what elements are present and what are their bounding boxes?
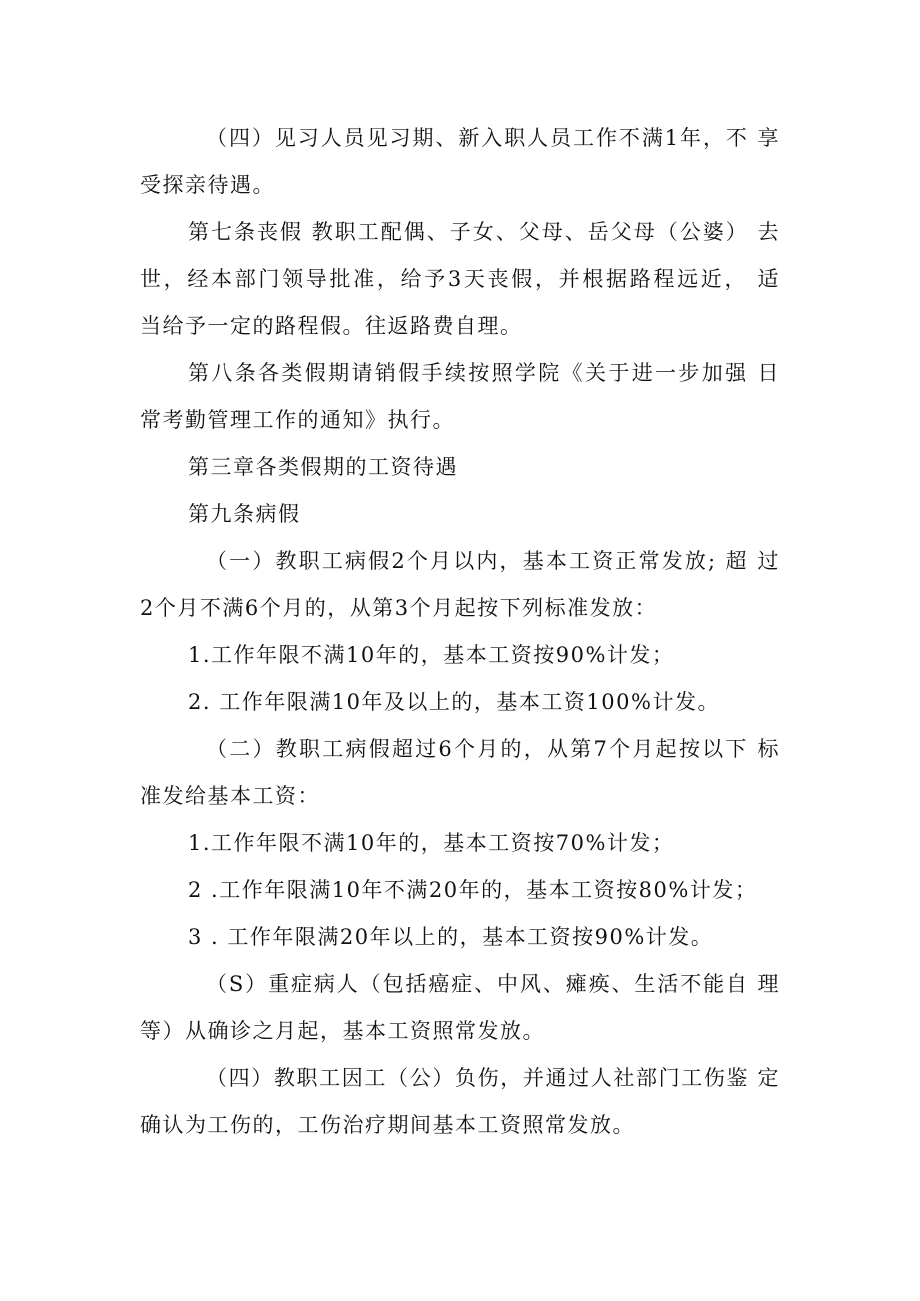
list-item-under-10-years-90 <box>140 632 780 679</box>
text-line: 当给予一定的路程假。往返路费自理。 <box>140 314 523 338</box>
text-line: 受探亲待遇。 <box>140 173 275 197</box>
text-line: 常考勤管理工作的通知》执行。 <box>140 408 455 432</box>
text-line: 1.工作年限不满10年的，基本工资按90%计发； <box>188 643 675 667</box>
document-body <box>140 115 780 1149</box>
text-line: （四）教职工因工（公）负伤，并通过人社部门工伤鉴 定 <box>206 1066 780 1090</box>
list-item-over-10-years-100 <box>140 679 780 726</box>
article-9-heading <box>140 491 780 538</box>
paragraph-sick-leave-item-1 <box>140 538 780 632</box>
paragraph-serious-illness <box>140 961 780 1055</box>
paragraph-work-injury <box>140 1055 780 1149</box>
text-line: 2个月不满6个月的，从第3个月起按下列标准发放： <box>140 596 658 620</box>
text-line: 第八条各类假期请销假手续按照学院《关于进一步加强 日 <box>188 361 780 385</box>
text-line: （二）教职工病假超过6个月的，从第7个月起按以下 标 <box>206 737 780 761</box>
text-line: 1.工作年限不满10年的，基本工资按70%计发； <box>188 831 675 855</box>
article-title: 第九条病假 <box>188 502 301 526</box>
text-line: （S）重症病人（包括癌症、中风、瘫痪、生活不能自 理 <box>206 972 780 996</box>
list-item-under-10-years-70 <box>140 820 780 867</box>
text-line: 2. 工作年限满10年及以上的，基本工资100%计发。 <box>188 690 720 714</box>
paragraph-probation-no-home-leave <box>140 115 780 209</box>
text-line: 世，经本部门领导批准，给予3天丧假，并根据路程远近， 适 <box>140 267 780 291</box>
paragraph-sick-leave-item-2 <box>140 726 780 820</box>
text-line: （一）教职工病假2个月以内，基本工资正常发放; 超 过 <box>206 549 780 573</box>
chapter-title: 第三章各类假期的工资待遇 <box>188 455 458 479</box>
chapter-3-heading <box>140 444 780 491</box>
text-line: （四）见习人员见习期、新入职人员工作不满1年，不 享 <box>206 126 780 150</box>
text-line: 第七条丧假 教职工配偶、子女、父母、岳父母（公婆） 去 <box>188 220 780 244</box>
text-line: 3 . 工作年限满20年以上的，基本工资按90%计发。 <box>188 925 714 949</box>
text-line: 准发给基本工资： <box>140 784 320 808</box>
list-item-10-to-20-years-80 <box>140 867 780 914</box>
text-line: 2 .工作年限满10年不满20年的，基本工资按80%计发； <box>188 878 758 902</box>
paragraph-article-8-leave-procedure <box>140 350 780 444</box>
paragraph-article-7-bereavement-leave <box>140 209 780 350</box>
text-line: 确认为工伤的，工伤治疗期间基本工资照常发放。 <box>140 1113 635 1137</box>
text-line: 等）从确诊之月起，基本工资照常发放。 <box>140 1019 545 1043</box>
list-item-over-20-years-90 <box>140 914 780 961</box>
